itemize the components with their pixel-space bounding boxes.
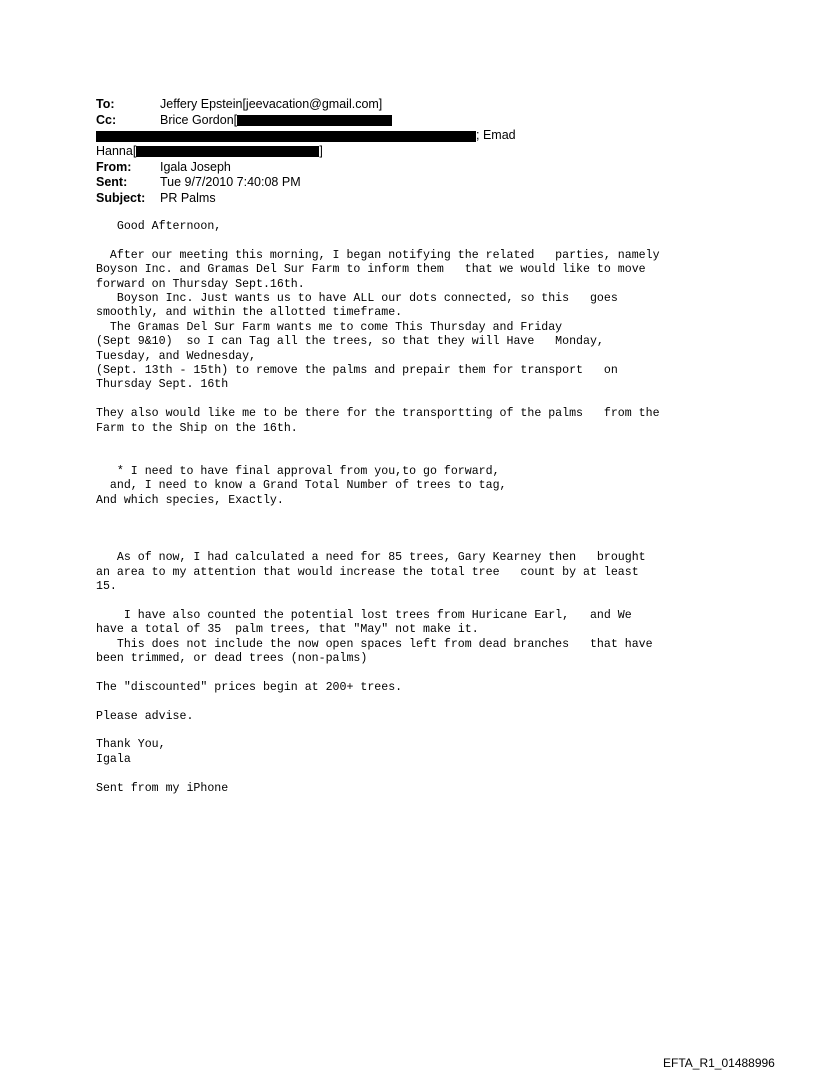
body-line: been trimmed, or dead trees (non-palms) <box>96 652 368 666</box>
body-line: This does not include the now open spaces left from dead branches that have <box>96 637 653 651</box>
cc-line2-tail: ; Emad <box>476 128 516 143</box>
body-line: They also would like me to be there for the transportting of the palms from the <box>96 407 660 421</box>
cc-value: Brice Gordon[ <box>160 112 238 127</box>
body-line: As of now, I had calculated a need for 85 trees, Gary Kearney then brought <box>96 551 646 565</box>
signature: Igala <box>96 752 131 766</box>
subject-label: Subject: <box>96 191 146 206</box>
sent-label: Sent: <box>96 175 128 190</box>
body-line: The Gramas Del Sur Farm wants me to come This Thursday and Friday <box>96 320 563 334</box>
paragraph-1 <box>96 249 786 393</box>
subject-row <box>96 191 776 207</box>
paragraph-6: The "discounted" prices begin at 200+ trees. <box>96 680 403 694</box>
body-line: * I need to have final approval from you,to go forward, <box>96 464 500 478</box>
body-line: have a total of 35 palm trees, that "May" not make it. <box>96 623 479 637</box>
body-line: 15. <box>96 580 117 594</box>
body-line: Farm to the Ship on the 16th. <box>96 421 298 435</box>
email-body <box>96 220 786 796</box>
paragraph-3 <box>96 465 786 508</box>
from-value: Igala Joseph <box>160 159 231 174</box>
body-line: I have also counted the potential lost trees from Huricane Earl, and We <box>96 608 632 622</box>
redaction-block <box>136 146 319 157</box>
cc-continuation-2 <box>96 144 323 160</box>
body-line: Boyson Inc. and Gramas Del Sur Farm to inform them that we would like to move <box>96 263 646 277</box>
cc-line3-head: Hanna[ <box>96 144 137 159</box>
subject-value: PR Palms <box>160 191 216 206</box>
body-line: (Sept 9&10) so I can Tag all the trees, so that they will Have Monday, <box>96 335 604 349</box>
body-line: Thursday Sept. 16th <box>96 378 229 392</box>
document-id: EFTA_R1_01488996 <box>663 1056 775 1070</box>
body-line: an area to my attention that would increase the total tree count by at least <box>96 565 639 579</box>
body-line: Tuesday, and Wednesday, <box>96 349 257 363</box>
from-row <box>96 160 776 176</box>
body-line: After our meeting this morning, I began notifying the related parties, namely <box>96 248 660 262</box>
to-row <box>96 97 776 113</box>
redaction-block <box>237 115 392 126</box>
cc-continuation-row-2 <box>96 144 776 160</box>
greeting: Good Afternoon, <box>96 220 222 233</box>
email-header <box>96 97 776 207</box>
redaction-block <box>96 131 476 142</box>
to-label: To: <box>96 97 115 111</box>
cc-value-wrap <box>160 113 392 129</box>
body-line: and, I need to know a Grand Total Number of trees to tag, <box>96 479 507 493</box>
body-line: smoothly, and within the allotted timeframe. <box>96 306 403 320</box>
cc-row <box>96 113 776 129</box>
paragraph-5 <box>96 609 786 667</box>
sent-from-line: Sent from my iPhone <box>96 781 229 795</box>
cc-line3-tail: ] <box>319 144 323 159</box>
cc-continuation-row <box>96 128 776 144</box>
body-line: Boyson Inc. Just wants us to have ALL our dots connected, so this goes <box>96 292 618 306</box>
sent-value: Tue 9/7/2010 7:40:08 PM <box>160 175 301 190</box>
body-line: And which species, Exactly. <box>96 493 284 507</box>
cc-continuation <box>96 128 516 144</box>
closing: Thank You, <box>96 738 166 752</box>
paragraph-7: Please advise. <box>96 709 194 723</box>
to-value: Jeffery Epstein[jeevacation@gmail.com] <box>160 97 383 111</box>
body-line: forward on Thursday Sept.16th. <box>96 277 305 291</box>
paragraph-4 <box>96 551 786 594</box>
cc-label: Cc: <box>96 112 117 127</box>
body-line: (Sept. 13th - 15th) to remove the palms and prepair them for transport on <box>96 364 618 378</box>
from-label: From: <box>96 159 132 174</box>
paragraph-2 <box>96 407 786 436</box>
sent-row <box>96 175 776 191</box>
